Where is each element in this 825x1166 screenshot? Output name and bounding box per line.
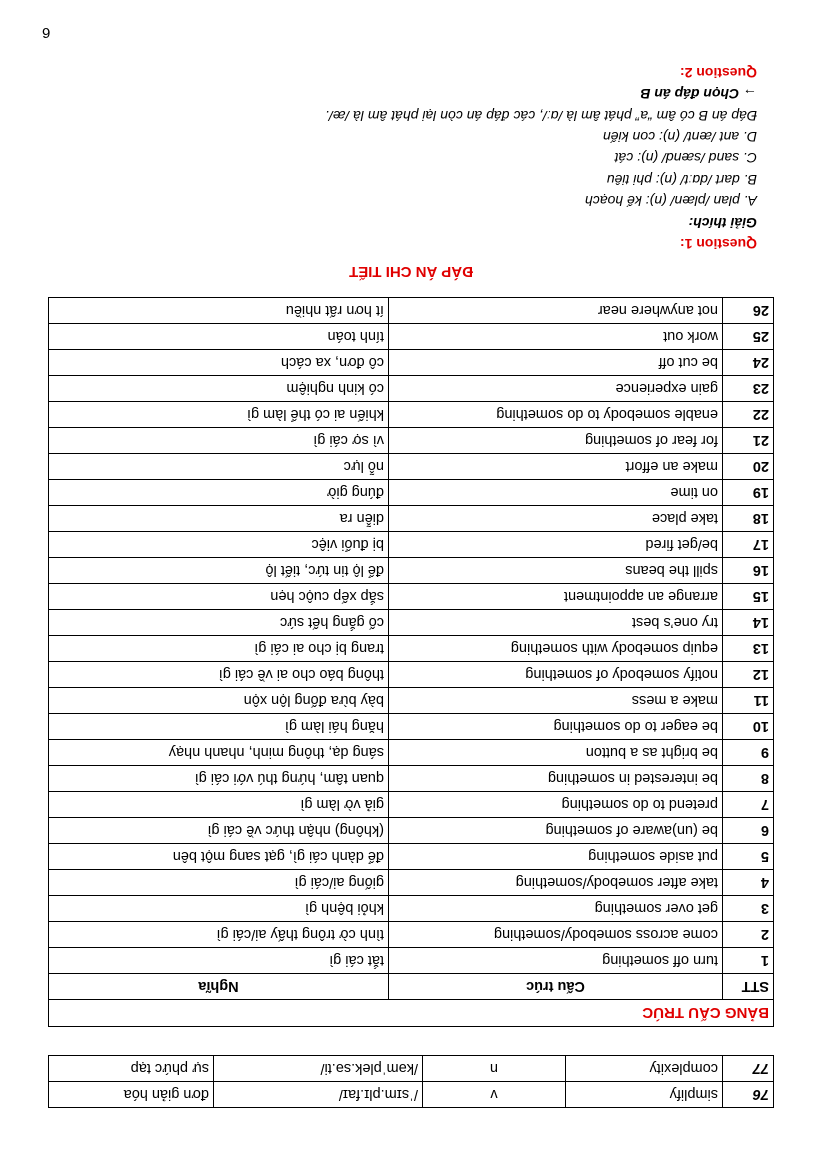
structure-text: arrange an appointment (389, 584, 723, 610)
meaning-text: đúng giờ (49, 480, 389, 506)
structure-text: take after somebody/something (389, 870, 723, 896)
row-number: 25 (723, 324, 774, 350)
question-2-label: Question 2: (679, 64, 757, 81)
vocab-meaning: đơn giản hóa (49, 1082, 214, 1108)
row-number: 17 (723, 532, 774, 558)
structure-text: put aside something (389, 844, 723, 870)
meaning-text: sắp xếp cuộc hẹn (49, 584, 389, 610)
meaning-text: sáng dạ, thông minh, nhanh nhạy (49, 740, 389, 766)
column-header: Nghĩa (49, 974, 389, 1000)
meaning-text: giả vờ làm gì (49, 792, 389, 818)
row-number: 76 (723, 1082, 774, 1108)
row-number: 12 (723, 662, 774, 688)
meaning-text: vì sợ cái gì (49, 428, 389, 454)
table-row (49, 870, 774, 896)
structure-text: on time (389, 480, 723, 506)
vocab-table (48, 1055, 774, 1108)
table-row (49, 896, 774, 922)
row-number: 26 (723, 298, 774, 324)
caption-row (49, 1000, 774, 1027)
table-row (49, 844, 774, 870)
structure-text: enable somebody to do something (389, 402, 723, 428)
structure-text: be (un)aware of something (389, 818, 723, 844)
row-number: 9 (723, 740, 774, 766)
row-number: 13 (723, 636, 774, 662)
vocab-pos: v (423, 1082, 566, 1108)
row-number: 4 (723, 870, 774, 896)
row-number: 2 (723, 922, 774, 948)
row-number: 3 (723, 896, 774, 922)
table-row (49, 714, 774, 740)
meaning-text: tính toán (49, 324, 389, 350)
answer-explanation (57, 61, 757, 254)
row-number: 15 (723, 584, 774, 610)
row-number: 6 (723, 818, 774, 844)
row-number: 11 (723, 688, 774, 714)
structure-text: notify somebody of something (389, 662, 723, 688)
meaning-text: để dành cái gì, gạt sang một bên (49, 844, 389, 870)
table-row (49, 584, 774, 610)
table-row (49, 402, 774, 428)
row-number: 22 (723, 402, 774, 428)
row-number: 24 (723, 350, 774, 376)
structure-text: gain experience (389, 376, 723, 402)
meaning-text: nỗ lực (49, 454, 389, 480)
table-row (49, 532, 774, 558)
structure-text: be bright as a button (389, 740, 723, 766)
row-number: 14 (723, 610, 774, 636)
structure-text: equip somebody with something (389, 636, 723, 662)
row-number: 20 (723, 454, 774, 480)
table-row (49, 948, 774, 974)
structure-table (48, 297, 774, 1027)
answer-choice: → Chọn đáp án B (640, 86, 757, 103)
meaning-text: thông báo cho ai về cái gì (49, 662, 389, 688)
table-row (49, 506, 774, 532)
meaning-text: bị đuổi việc (49, 532, 389, 558)
explain-line: C. sand /sænd/ (n): cát (614, 150, 757, 167)
table-row (49, 766, 774, 792)
vocab-word: complexity (566, 1056, 723, 1082)
row-number: 18 (723, 506, 774, 532)
table-row (49, 480, 774, 506)
table-row (49, 350, 774, 376)
structure-text: be cut off (389, 350, 723, 376)
row-number: 23 (723, 376, 774, 402)
table-row (49, 792, 774, 818)
meaning-text: để lộ tin tức, tiết lộ (49, 558, 389, 584)
table-row (49, 324, 774, 350)
explain-line: Đáp án B có âm “a” phát âm là /ɑː/, các đáp án còn lại phát âm là /æ/. (325, 107, 757, 124)
meaning-text: tắt cái gì (49, 948, 389, 974)
row-number: 8 (723, 766, 774, 792)
vocab-ipa: /kəmˈplek.sə.ti/ (214, 1056, 423, 1082)
meaning-text: hăng hái làm gì (49, 714, 389, 740)
meaning-text: tình cờ trông thấy ai/cái gì (49, 922, 389, 948)
table-row (49, 376, 774, 402)
meaning-text: cố gắng hết sức (49, 610, 389, 636)
column-header: STT (723, 974, 774, 1000)
meaning-text: khỏi bệnh gì (49, 896, 389, 922)
question-1-label: Question 1: (679, 236, 757, 252)
row-number: 7 (723, 792, 774, 818)
row-number: 21 (723, 428, 774, 454)
row-number: 77 (723, 1056, 774, 1082)
table-row (49, 610, 774, 636)
vocab-word: simplify (566, 1082, 723, 1108)
structure-text: be interested in something (389, 766, 723, 792)
row-number: 10 (723, 714, 774, 740)
table-row (49, 662, 774, 688)
row-number: 5 (723, 844, 774, 870)
table-row (49, 428, 774, 454)
structure-text: make an effort (389, 454, 723, 480)
header-row (49, 974, 774, 1000)
vocab-meaning: sự phức tạp (49, 1056, 214, 1082)
answers-title: ĐÁP ÁN CHI TIẾT (349, 263, 473, 280)
meaning-text: ít hơn rất nhiều (49, 298, 389, 324)
row-number: 1 (723, 948, 774, 974)
meaning-text: trang bị cho ai cái gì (49, 636, 389, 662)
meaning-text: cô đơn, xa cách (49, 350, 389, 376)
structure-text: pretend to do something (389, 792, 723, 818)
structure-text: spill the beans (389, 558, 723, 584)
structure-text: be eager to do something (389, 714, 723, 740)
meaning-text: diễn ra (49, 506, 389, 532)
table-row (49, 1056, 774, 1082)
explain-label: Giải thích: (688, 214, 757, 231)
structure-text: be/get fired (389, 532, 723, 558)
structure-text: come across somebody/something (389, 922, 723, 948)
explain-line: D. ant /ænt/ (n): con kiến (602, 128, 757, 145)
column-header: Cấu trúc (389, 974, 723, 1000)
structure-text: make a mess (389, 688, 723, 714)
page-number: 6 (42, 24, 51, 41)
table-row (49, 740, 774, 766)
meaning-text: bày bừa đống lộn xộn (49, 688, 389, 714)
table-row (49, 636, 774, 662)
structure-rows (49, 298, 774, 974)
table-row (49, 298, 774, 324)
table-row (49, 818, 774, 844)
meaning-text: khiến ai có thể làm gì (49, 402, 389, 428)
structure-text: get over something (389, 896, 723, 922)
table-caption: BẢNG CẤU TRÚC (49, 1000, 774, 1027)
structure-text: for fear of something (389, 428, 723, 454)
structure-text: take place (389, 506, 723, 532)
explain-line: B. dart /dɑːt/ (n): phi tiêu (606, 171, 757, 188)
meaning-text: có kinh nghiệm (49, 376, 389, 402)
structure-text: turn off something (389, 948, 723, 974)
meaning-text: giống ai/cái gì (49, 870, 389, 896)
structure-text: not anywhere near (389, 298, 723, 324)
row-number: 16 (723, 558, 774, 584)
structure-text: try one’s best (389, 610, 723, 636)
meaning-text: quan tâm, hứng thú với cái gì (49, 766, 389, 792)
vocab-ipa: /ˈsɪm.plɪ.faɪ/ (214, 1082, 423, 1108)
table-row (49, 688, 774, 714)
row-number: 19 (723, 480, 774, 506)
vocab-pos: n (423, 1056, 566, 1082)
meaning-text: (không) nhận thức về cái gì (49, 818, 389, 844)
table-row (49, 922, 774, 948)
structure-text: work out (389, 324, 723, 350)
table-row (49, 454, 774, 480)
explain-line: A. plan /plæn/ (n): kế hoạch (585, 193, 757, 210)
table-row (49, 558, 774, 584)
table-row (49, 1082, 774, 1108)
